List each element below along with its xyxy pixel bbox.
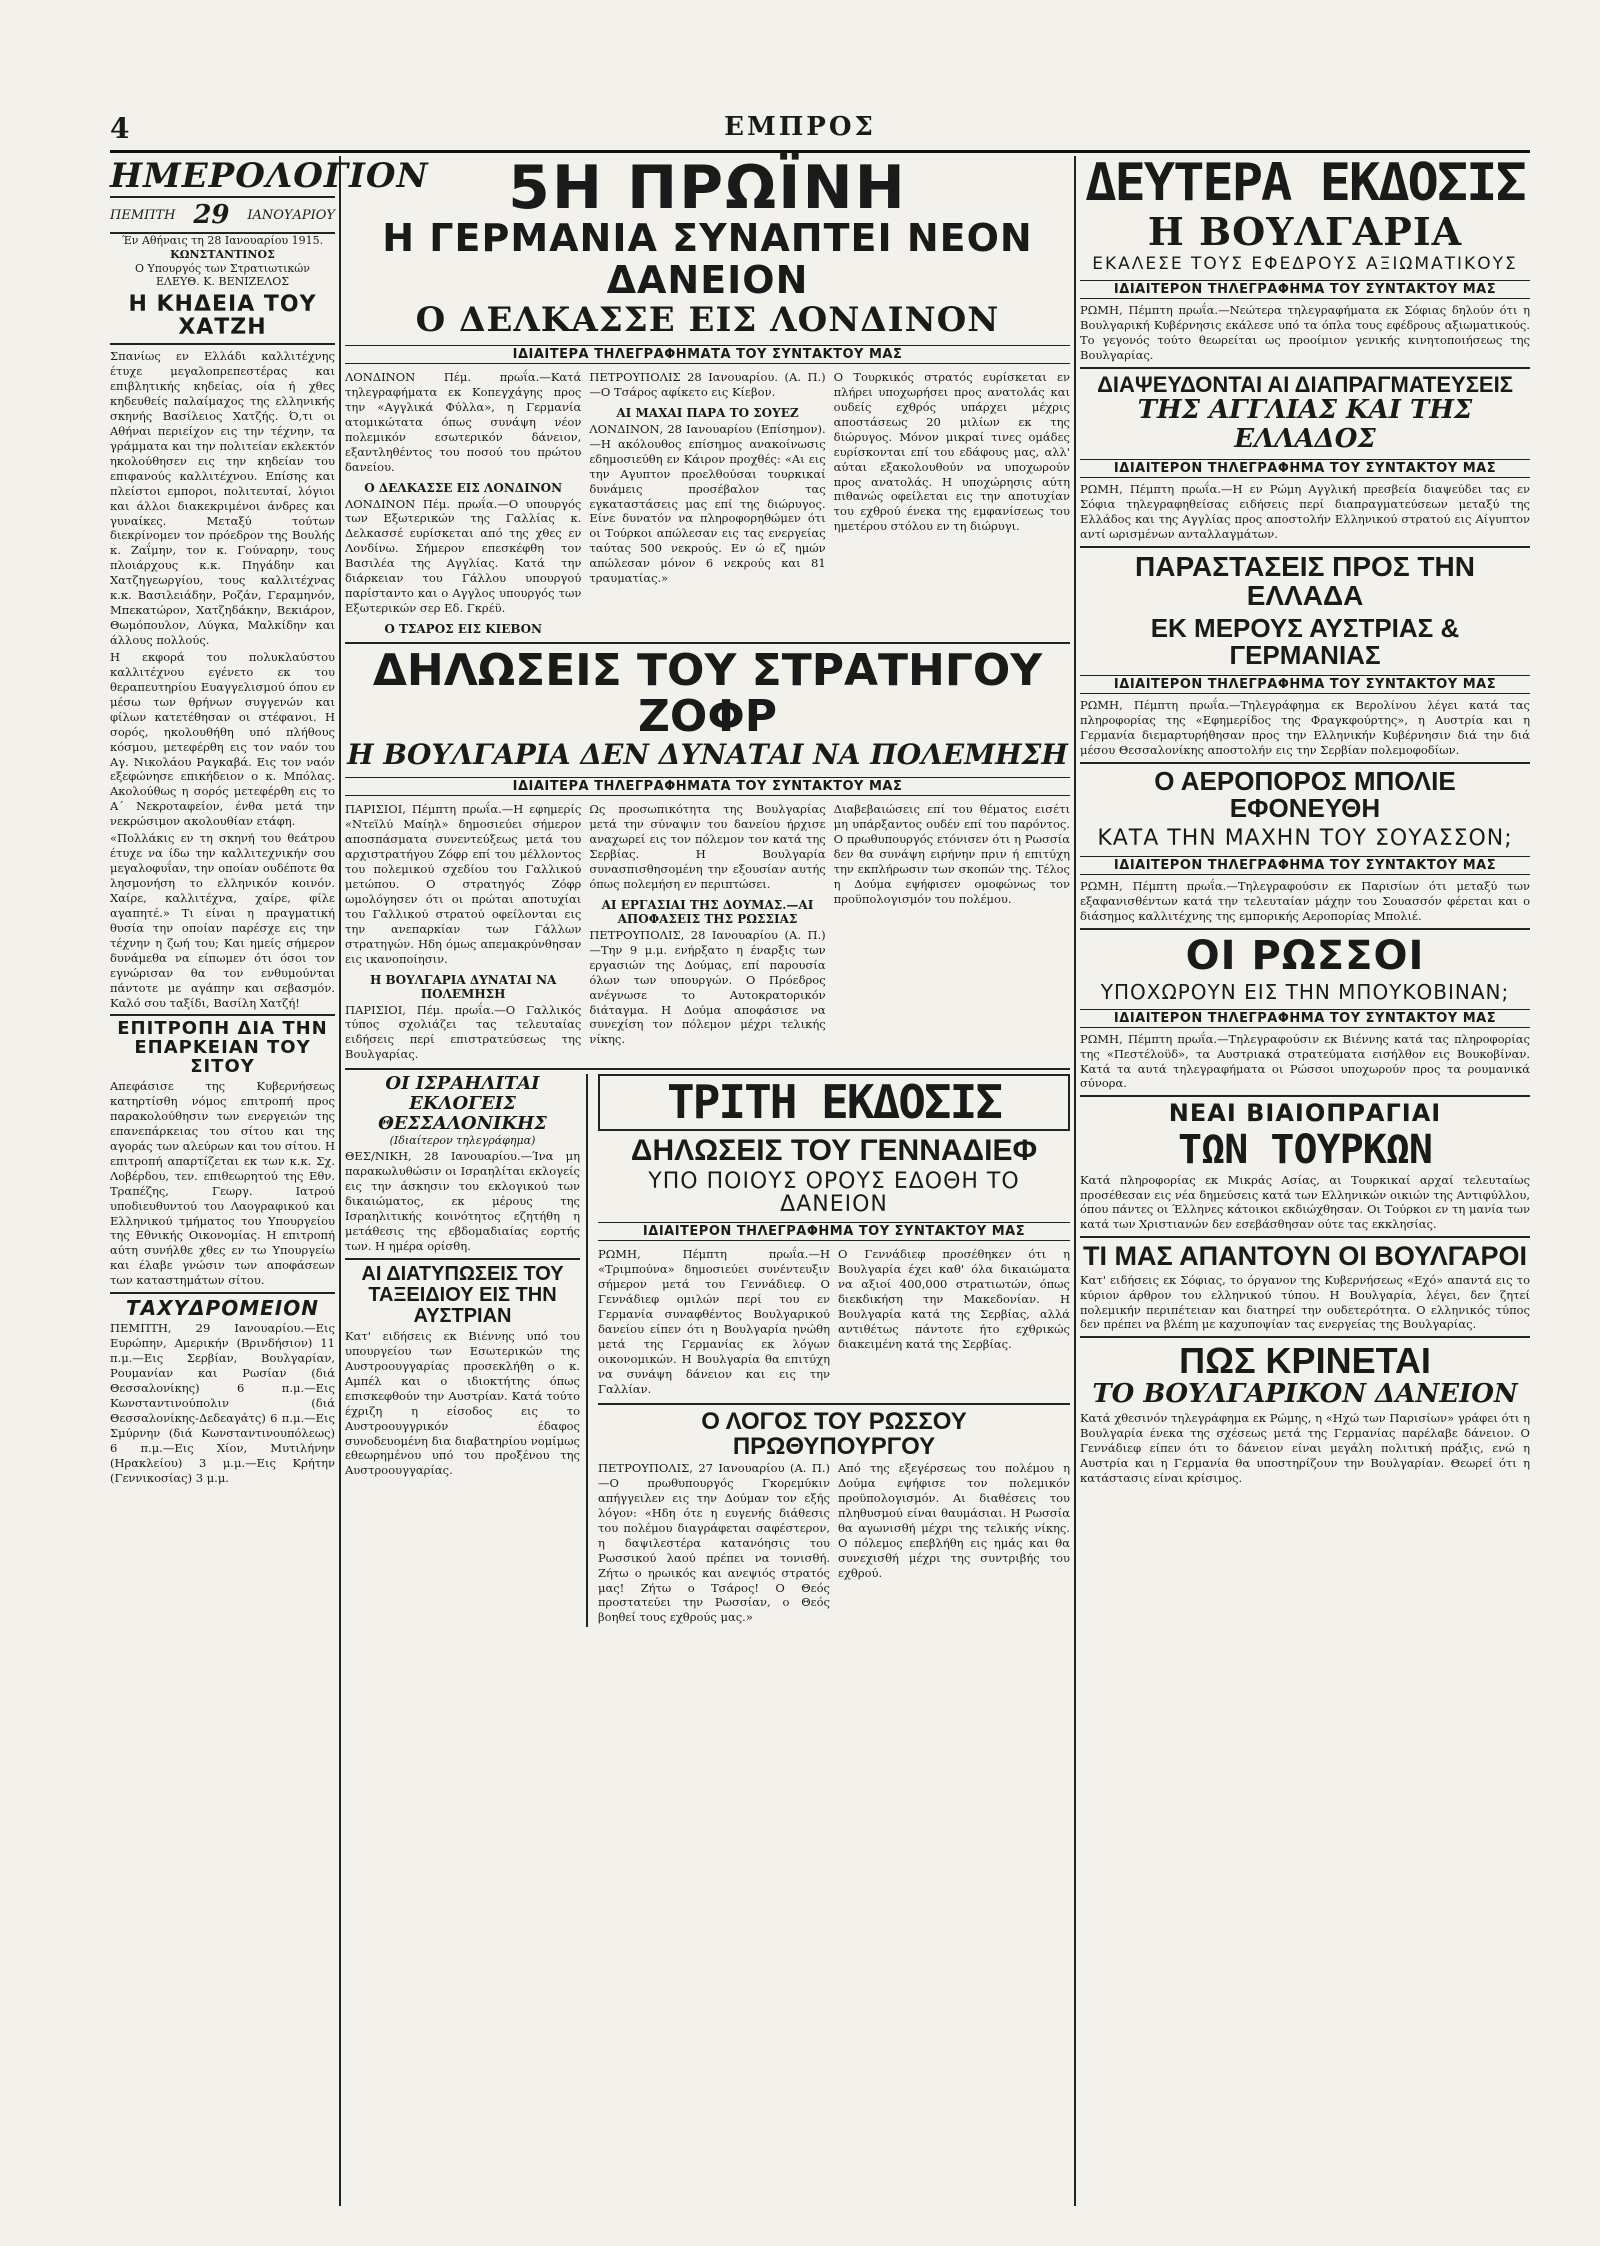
austria-headline: ΑΙ ΔΙΑΤΥΠΩΣΕΙΣ ΤΟΥ ΤΑΞΕΙΔΙΟΥ ΕΙΣ ΤΗΝ ΑΥΣΤΡΙΑΝ [361,1262,564,1327]
story-subhead: Ο ΔΕΛΚΑΣΣΕ ΕΙΣ ΛΟΝΔΙΝΟΝ [364,480,563,495]
divider [110,1014,335,1016]
story-columns [345,368,1070,638]
story-text: Από της εξεγέρσεως του πολέμου η Δούμα εψήφισε τον πολεμικόν προϋπολογισμόν. Αι διαθέσεις του πληθυσμού είναι θαυμάσιαι. Η Ρωσσία θα αγωνισθή μέχρι της τελικής νίκης. Ο πόλεμος επεβλήθη εις ημάς και θα συνεχισθή μέχρι της συντριβής του εχθρού. [838,1461,1070,1580]
aviator-text: ΡΩΜΗ, Πέμπτη πρωΐα.—Τηλεγραφούσιν εκ Παρισίων ότι μεταξύ των εξαφανισθέντων κατά την τελευταίαν μάχην του Σουασσόν φέρεται και ο διάσημος καλλιτέχνης της εμπορικής Αεροπορίας Μπολιέ. [1080,878,1530,923]
meta-line: ΚΩΝΣΤΑΝΤΙΝΟΣ [170,247,275,261]
story-text: Ο Γεννάδιεφ προσέθηκεν ότι η Βουλγαρία έχει καθ' όλα δικαιώματα να αξιοί 400,000 στρατιωτών, όπως διεκδικήση την Μακεδονίαν. Η Βουλγαρία κατά της Σερβίας, αλλά αντιθέτως πάντοτε ήτο εχθρικώς διακειμένη κατά της Σερβίας. [838,1247,1070,1351]
column-divider [1074,156,1076,2206]
russians-sub: ΥΠΟΧΩΡΟΥΝ ΕΙΣ ΤΗΝ ΜΠΟΥΚΟΒΙΝΑΝ; [1100,979,1510,1004]
second-edition-label: ΔΕΥΤΕΡΑ ΕΚΔΟΣΙΣ [1085,153,1525,213]
divider [1080,1236,1530,1238]
russians-text: ΡΩΜΗ, Πέμπτη πρωΐα.—Τηλεγραφούσιν εκ Βιέννης κατά τας πληροφορίας της «Πεστέλοϋδ», τα Αυστριακά στρατεύματα εισήλθον εις Βουκοβίναν. Κατά τα αυτά τηλεγραφήματα οι Ρώσσοι υποχωρούν προς τα ρουμανικά σύνορα. [1080,1031,1530,1091]
divider [1080,1336,1530,1338]
telegrams-label: ΙΔΙΑΙΤΕΡΑ ΤΗΛΕΓΡΑΦΗΜΑΤΑ ΤΟΥ ΣΥΝΤΑΚΤΟΥ ΜΑΣ [345,345,1070,364]
story-text: ΠΕΤΡΟΥΠΟΛΙΣ, 27 Ιανουαρίου (Α. Π.)—Ο πρωθυπουργός Γκορεμύκιν απήγγειλεν εις την Δούμαν τον εξής λόγον: «Ηδη ότε η ευγενής διάθεσις του πολέμου διαγράφεται σαφέστερον, η δαψιλεστέρα κατανόησις του Ρωσσικού λαού πρέπει να τονισθή. Ζήτω ο ηρωικός και ανεψιός στρατός μας! Ζήτω ο Τσάρος! Ο Θεός προστατεύει την Ρωσσίαν, ο Θεός βοηθεί τους εχθρούς μας.» [598,1461,830,1625]
story-subhead: Η ΒΟΥΛΓΑΡΙΑ ΔΥΝΑΤΑΙ ΝΑ ΠΟΛΕΜΗΣΗ [369,972,557,1001]
second-edition-column [1080,153,1530,2206]
funeral-text: «Πολλάκις εν τη σκηνή του θεάτρου έτυχε να ίδω την καλλιτεχνικήν σου μεγαλοφυΐαν, την οποίαν ουδέποτε θα λησμονήση το ελληνικόν κοινόν. Χαίρε, καλλιτέχνα, χαίρε, φίλε αγαπητέ.» Τι είναι η πραγματική θυσία την οποίαν παρέσχε εις την τέχνην η ζωή του; Και ημείς σήμερον δυνάμεθα να είπωμεν ότι όσοι τον εγνώρισαν θα τον ενθυμούνται πάντοτε με αγάπην και σεβασμόν. Καλό σου ταξίδι, Βασίλη Χατζή! [110,831,335,1010]
russian-pm-columns [598,1459,1070,1627]
committee-text: Απεφάσισε της Κυβερνήσεως κατηρτίσθη νόμος επιτροπή προς παρακολούθησιν των ενεργειών της επανεπάρκειας του σίτου και της αγοράς των αλεύρων και του σίτου. Η επιτροπή απαρτίζεται εκ των κ.κ. Σχ. Λοβέρδου, τεν. επιθεωρητού της Εθν. Τραπέζης, Γεωργ. Ιατρού υποδιευθυντού του Λαογραφικού και Ελληνικού τμήματος του Υπουργείου της Εθνικής Οικονομίας. Η επιτροπή αύτη συνήλθε χθες εν τω Υπουργείω και έλαβε γνώσιν των αποφάσεων των καταστημάτων σίτου. [110,1079,335,1288]
funeral-headline: Η ΚΗΔΕΙΑ ΤΟΥ ΧΑΤΖΗ [128,292,317,341]
zof-headline: ΔΗΛΩΣΕΙΣ ΤΟΥ ΣΤΡΑΤΗΓΟΥ ΖΟΦΡ [372,645,1043,743]
story-subhead: ΑΙ ΜΑΧΑΙ ΠΑΡΑ ΤΟ ΣΟΥΕΖ [616,405,799,420]
zof-columns [345,800,1070,1064]
telegram-label: ΙΔΙΑΙΤΕΡΟΝ ΤΗΛΕΓΡΑΦΗΜΑ ΤΟΥ ΣΥΝΤΑΚΤΟΥ ΜΑΣ [1080,459,1530,478]
divider [1080,762,1530,764]
date-line [110,198,335,234]
divider [598,1403,1070,1405]
israelites-sub: (Ιδιαίτερον τηλεγράφημα) [389,1133,536,1147]
telegram-label: ΙΔΙΑΙΤΕΡΟΝ ΤΗΛΕΓΡΑΦΗΜΑ ΤΟΥ ΣΥΝΤΑΚΤΟΥ ΜΑΣ [1080,856,1530,875]
day: ΠΕΜΠΤΗ [110,207,176,223]
funeral-text: Η εκφορά του πολυκλαύστου καλλιτέχνου εγένετο εκ του θεραπευτηρίου Ευαγγελισμού όπου εν μέσω των θρήνων συγγενών και φίλων κατετέθησαν οι στέφανοι. Η σορός, ηκολουθήθη υπό πλήθους κόσμου, μετεφέρθη εις τον ναόν του Αγ. Νικολάου Ραγκαβά. Εις τον ναόν εξεφώνησε επικήδειον ο κ. Μπόλας. Ακολούθως η σορός μετεφέρθη εις το Α΄ Νεκροταφείον, ένθα μετά την νεκρώσιμον ακολουθίαν ετάφη. [110,649,335,829]
denial-headline: ΔΙΑΨΕΥΔΟΝΤΑΙ ΑΙ ΔΙΑΠΡΑΓΜΑΤΕΥΣΕΙΣ [1097,371,1513,397]
paper-name: ΕΜΠΡΟΣ [724,112,876,142]
column-divider [339,156,341,2206]
turks-sub: ΤΩΝ ΤΟΥΡΚΩΝ [1178,1126,1432,1173]
denial-text: ΡΩΜΗ, Πέμπτη πρωΐα.—Η εν Ρώμη Αγγλική πρεσβεία διαψεύδει τας εν Σόφια τηλεγραφηθείσας ειδήσεις περί διαπραγματεύσεων μεταξύ της Ελλάδος και της Αγγλίας προς αποστολήν Ελληνικού στρατού εις Αίγυπτον αντί ωρισμένων ανταλλαγμάτων. [1080,482,1530,542]
story-text: ΛΟΝΔΙΝΟΝ, 28 Ιανουαρίου (Επίσημον).—Η ακόλουθος επίσημος ανακοίνωσις εδημοσιεύθη εν Κάιρον προχθές: «Αι εις την Αγυπτον προελθούσαι τουρκικαί δυνάμεις προσέβαλον τας εγκαταστάσεις μας επί της διώρυγος. Είνε δυνατόν να πληροφορηθώμεν ότι οι Τούρκοι απώλεσαν εις τας ενεργείας ταύτας 500 νεκρούς. Εν ώ εζ ημών απώλεσαν μόνον 6 νεκρούς και 81 τραυματίας.» [589,421,826,586]
sub-headline: Ο ΔΕΛΚΑΣΣΕ ΕΙΣ ΛΟΝΔΙΝΟΝ [415,299,1000,340]
judged-headline: ΠΩΣ ΚΡΙΝΕΤΑΙ [1179,1340,1431,1382]
meta-line: Ο Υπουργός των Στρατιωτικών [135,261,310,275]
divider [1080,928,1530,930]
calendar-title: ΗΜΕΡΟΛΟΓΙΟΝ [110,156,429,196]
telegram-label: ΙΔΙΑΙΤΕΡΟΝ ΤΗΛΕΓΡΑΦΗΜΑ ΤΟΥ ΣΥΝΤΑΚΤΟΥ ΜΑΣ [1080,1009,1530,1028]
genadiev-columns [598,1245,1070,1398]
story-text: Ο Τουρκικός στρατός ευρίσκεται εν πλήρει υποχωρήσει προς ανατολάς και ουδείς εχθρός υπάρχει μέχρις αποστάσεως 20 μιλίων εκ της διώρυγος. Μόνον μικραί τινες ομάδες ευρίσκονται επί του εδάφους μας, αλλ' αύται εξακολουθούν να υποχωρούν προς ανατολάς. Η υποχώρησις αύτη πιθανώς οφείλεται εις την αποτυχίαν του εχθρού ένεκα της εμφανίσεως του ημετέρου στόλου εν τη διώρυγι. [833,369,1070,534]
divider [345,642,1070,644]
divider [345,1068,1070,1070]
lower-section [345,1074,1070,1627]
zof-subheadline: Η ΒΟΥΛΓΑΡΙΑ ΔΕΝ ΔΥΝΑΤΑΙ ΝΑ ΠΟΛΕΜΗΣΗ [347,738,1068,772]
story-text: ΛΟΝΔΙΝΟΝ Πέμ. πρωΐα.—Ο υπουργός των Εξωτερικών της Γαλλίας κ. Δελκασσέ ευρίσκεται από της χθες εν Λονδίνω. Σήμερον επεσκέφθη τον Βασιλέα της Αγγλίας. Κατά την διάρκειαν του Γάλλου υπουργού παρίσταντο και ο Αγγλος υπουργός των Εξωτερικών σερ Εδ. Γκρέϋ. [345,496,582,616]
aviator-headline: Ο ΑΕΡΟΠΟΡΟΣ ΜΠΟΛΙΕ ΕΦΟΝΕΥΘΗ [1154,766,1456,824]
left-subcolumn [345,1074,588,1627]
story-text: ΠΑΡΙΣΙΟΙ, Πέμπτη πρωΐα.—Η εφημερίς «Ντεϊλύ Μαίηλ» δημοσιεύει σήμερον αποσπάσματα συνεντεύξεως μετά του αρχιστρατήγου Ζόφρ επί του μέλλοντος του πολεμικού σχεδίου του Γαλλικού μετώπου. Ο στρατηγός Ζόφρ ωμολόγησεν ότι οι πρώται αποτυχίαι του Γαλλικού στρατού οφείλονται εις την ανεπαρκίαν των Γάλλων στρατηγών. Ηδη όμως απεμακρύνθησαν εις ικανοποίησιν. [345,802,582,966]
story-text: ΡΩΜΗ, Πέμπτη πρωΐα.—Η «Τριμπούνα» δημοσιεύει συνέντευξιν σήμερον μετά του Γεννάδιεφ. Ο Γεννάδιεφ ομιλών περί του εν Γερμανία συναφθέντος Βουλγαρικού δανείου είπεν ότι η Βουλγαρία ηνώθη μετά της Γερμανίας εκ λόγων οικονομικών. Η Βουλγαρία θα επιτύχη να συνάψη δάνειον και εις την Γαλλίαν. [598,1247,830,1396]
meta-line: Έν Αθήναις τη 28 Ιανουαρίου 1915. [121,234,324,247]
divider [1080,1095,1530,1097]
funeral-text: Σπανίως εν Ελλάδι καλλιτέχνης έτυχε μεγαλοπρεπεστέρας και επιβλητικής κηδείας, οία ή χθες κηδευθείς παλαίμαχος της ελληνικής σκηνής Βασίλειος Χατζής. Ό,τι οι Αθήναι περιείχον εις την τέχνην, τα γράμματα και την πολιτείαν εκλεκτόν ηκολούθησεν εις την κηδείαν του επιφανούς καλλιτέχνου. Επίσης και πλείστοι εμποροι, πολιτευταί, λόγιοι και άλλοι διακεκριμένοι άνδρες και γυναίκες. Μεταξύ τούτων διεκρίνομεν τον πρόεδρον της Βουλής κ. Ζαΐμην, τον κ. Γούναρην, τους πλοιάρχους κ.κ. Πηγάδην και Χατζηγεωργίου, τους καλλιτέχνας κ.κ. Βασιλειάδην, Ροζάν, Γεραμηνόν, Μπεκατώρον, Χατζηδάκην, Βεκιάρον, Θωμόπουλον, Λύγκα, Μαλκίδην και άλλους πολλούς. [110,349,335,647]
bulgaria-text: ΡΩΜΗ, Πέμπτη πρωΐα.—Νεώτερα τηλεγραφήματα εκ Σόφιας δηλούν ότι η Βουλγαρική Κυβέρνησις εκάλεσε υπό τα όπλα τους εφέδρους αξιωματικούς. Το γεγονός τούτο θεωρείται ως προοίμιον γενικής κινητοποιήσεως της Βουλγαρίας. [1080,303,1530,363]
genadiev-sub: ΥΠΟ ΠΟΙΟΥΣ ΟΡΟΥΣ ΕΔΟΘΗ ΤΟ ΔΑΝΕΙΟΝ [648,1169,1020,1218]
calendar-column [110,156,429,2206]
judged-sub: ΤΟ ΒΟΥΛΓΑΡΙΚΟΝ ΔΑΝΕΙΟΝ [1092,1379,1518,1410]
masthead [0,0,1600,150]
russian-pm-headline: Ο ΛΟΓΟΣ ΤΟΥ ΡΩΣΣΟΥ ΠΡΩΘΥΠΟΥΡΓΟΥ [701,1407,967,1460]
telegram-label: ΙΔΙΑΙΤΕΡΟΝ ΤΗΛΕΓΡΑΦΗΜΑ ΤΟΥ ΣΥΝΤΑΚΤΟΥ ΜΑΣ [1080,675,1530,694]
answer-headline: ΤΙ ΜΑΣ ΑΠΑΝΤΟΥΝ ΟΙ ΒΟΥΛΓΑΡΟΙ [1082,1241,1528,1272]
story-text: Διαβεβαιώσεις επί του θέματος εισέτι μη υπάρξαντος ουδέν επί του παρόντος. Ο πρωθυπουργός ετόνισεν ότι η Ρωσσία δεν θα συνάψη ειρήνην πριν ή επιτύχη την εκπλήρωσιν των σκοπών της. Τέλος η Δούμα εψήφισεν ομοφώνως τον προϋπολογισμόν του πολέμου. [833,802,1070,906]
divider [1080,367,1530,369]
russians-headline: ΟΙ ΡΩΣΣΟΙ [1185,932,1425,979]
aviator-sub: ΚΑΤΑ ΤΗΝ ΜΑΧΗΝ ΤΟΥ ΣΟΥΑΣΣΟΝ; [1097,825,1513,851]
main-column [345,153,1070,2206]
turks-headline: ΝΕΑΙ ΒΙΑΙΟΠΡΑΓΙΑΙ [1168,1099,1442,1128]
israelites-headline: ΟΙ ΙΣΡΑΗΛΙΤΑΙ ΕΚΛΟΓΕΙΣ ΘΕΣΣΑΛΟΝΙΚΗΣ [378,1073,547,1134]
story-subhead: ΑΙ ΕΡΓΑΣΙΑΙ ΤΗΣ ΔΟΥΜΑΣ.—ΑΙ ΑΠΟΦΑΣΕΙΣ ΤΗΣ ΡΩΣΣΙΑΣ [601,897,814,926]
page-number: 4 [110,112,130,145]
austria-text: Κατ' ειδήσεις εκ Βιέννης υπό του υπουργείου των Εσωτερικών της Αυστροουγγαρίας προσεκλήθη ο κ. Αμπέλ και ο ιδιοκτήτης όπως επισκεφθούν την Αυστρίαν. Κατά τούτο έχριζη η είσοδος εις το Αυστροουγγρικόν έδαφος συνοδευομένη δια διαβατηρίου νομίμως εθεωρημένου υπό του προξένου της Αυστροουγγαρίας. [345,1328,580,1478]
divider [110,1292,335,1294]
telegram-label: ΙΔΙΑΙΤΕΡΟΝ ΤΗΛΕΓΡΑΦΗΜΑ ΤΟΥ ΣΥΝΤΑΚΤΟΥ ΜΑΣ [1080,280,1530,299]
story-text: Ως προσωπικότητα της Βουλγαρίας μετά την σύναψιν του δανείου ήρχισε αναχωρεί εις τον πόλεμον τον κατά της Σερβίας. Η Βουλγαρία συνασπισθησομένη την εξουσίαν αυτής όπως πολεμήση εν περιπτώσει. [589,802,826,891]
main-headline: Η ΓΕΡΜΑΝΙΑ ΣΥΝΑΠΤΕΙ ΝΕΟΝ ΔΑΝΕΙΟΝ [382,216,1033,302]
answer-text: Κατ' ειδήσεις εκ Σόφιας, το όργανον της Κυβερνήσεως «Εχό» απαντά εις το κύριον άρθρον του ελληνικού τύπου. Η Βουλγαρία, λέγει, δεν ζητεί πολεμικήν περιπέτειαν και διατηρεί την ουδετερότητα. Ο ελληνικός τύπος δεν πρέπει να βλέπη με καχυποψίαν τας ενεργείας της Βουλγαρίας. [1080,1272,1530,1332]
decree-meta [110,234,335,289]
divider [1080,546,1530,548]
meta-line: ΕΛΕΥΘ. Κ. ΒΕΝΙΖΕΛΟΣ [156,275,289,289]
genadiev-headline: ΔΗΛΩΣΕΙΣ ΤΟΥ ΓΕΝΝΑΔΙΕΦ [630,1133,1038,1167]
post-text: ΠΕΜΠΤΗ, 29 Ιανουαρίου.—Εις Ευρώπην, Αμερικήν (Βρινδήσιον) 11 π.μ.—Εις Σερβίαν, Βουλγαρίαν, Ρουμανίαν και Ρωσίαν (διά Θεσσαλονίκης) 6 π.μ.—Εις Κωνσταντινούπολιν (διά Θεσσαλονίκης-Δεδεαγάτς) 6 π.μ.—Εις Σμύρνην (διά Κωνσταντινουπόλεως) 6 π.μ.—Εις Χίον, Μυτιλήνην (Ηρακλείου) 3 μ.μ.—Εις Κρήτην (Γεννικοσίας) 3 μ.μ. [110,1321,335,1485]
story-text: ΠΕΤΡΟΥΠΟΛΙΣ, 28 Ιανουαρίου (Α. Π.)—Την 9 μ.μ. ενήρξατο η έναρξις των εργασιών της Δούμας, επί παρουσία όλων των υπουργών. Ο Πρόεδρος ανέγνωσε το Αυτοκρατορικόν διάταγμα. Η Δούμα αποφάσισε να συνεχίση τον πόλεμον μέχρι τελικής νίκης. [589,927,826,1047]
bulgaria-headline: Η ΒΟΥΛΓΑΡΙΑ [1147,208,1463,254]
story-subhead: Ο ΤΣΑΡΟΣ ΕΙΣ ΚΙΕΒΟΝ [384,622,542,637]
representations-headline: ΠΑΡΑΣΤΑΣΕΙΣ ΠΡΟΣ ΤΗΝ ΕΛΛΑΔΑ [1135,551,1475,612]
telegrams-label: ΙΔΙΑΙΤΕΡΑ ΤΗΛΕΓΡΑΦΗΜΑΤΑ ΤΟΥ ΣΥΝΤΑΚΤΟΥ ΜΑΣ [345,777,1070,796]
story-text: ΠΑΡΙΣΙΟΙ, Πέμ. πρωΐα.—Ο Γαλλικός τύπος σχολιάζει τας τελευταίας ειδήσεις περί επιστρατεύσεως της Βουλγαρίας. [345,1002,582,1062]
post-headline: ΤΑΧΥΔΡΟΜΕΙΟΝ [126,1296,319,1321]
story-text: ΠΕΤΡΟΥΠΟΛΙΣ 28 Ιανουαρίου. (Α. Π.)—Ο Τσάρος αφίκετο εις Κίεβον. [589,369,826,399]
judged-text: Κατά χθεσινόν τηλεγράφημα εκ Ρώμης, η «Ηχώ των Παρισίων» γράφει ότι η Βουλγαρία ένεκα της σχέσεως μετά της Γερμανίας παρέλαβε δάνειον. Ο Γεννάδιεφ είπεν ότι το δάνειον είναι μεγάλη πολιτική πράξις, ενώ η Αυστρία και η Γερμανία θα υποστηρίζουν την Βουλγαρίαν. Θεωρεί ότι η κατάστασις είναι κρίσιμος. [1080,1410,1530,1485]
date-number: 29 [193,200,230,230]
story-text: ΛΟΝΔΙΝΟΝ Πέμ. πρωΐα.—Κατά τηλεγραφήματα εκ Κοπεγχάγης προς την «Αγγλικά Φύλλα», η Γερμανία ατομικώτατα όπως συνάψη νέον πολεμικόν εσωτερικόν δάνειον, εξαντληθέντος του ποσού του πρώτου δανείου. [345,369,582,474]
representations-text: ΡΩΜΗ, Πέμπτη πρωΐα.—Τηλεγράφημα εκ Βερολίνου λέγει κατά τας πληροφορίας της «Εφημερίδος της Φραγκφούρτης», η Αυστρία και η Γερμανία διεμαρτυρήθησαν προς την Ελληνικήν Κυβέρνησιν διά την διά μέσου Θεσσαλονίκης αποστολήν εις την Σερβίαν πολεμοφοδίων. [1080,698,1530,758]
month: ΙΑΝΟΥΑΡΙΟΥ [247,207,335,223]
right-subcolumn [598,1074,1070,1627]
representations-sub: ΕΚ ΜΕΡΟΥΣ ΑΥΣΤΡΙΑΣ & ΓΕΡΜΑΝΙΑΣ [1150,612,1460,671]
committee-headline: ΕΠΙΤΡΟΠΗ ΔΙΑ ΤΗΝ ΕΠΑΡΚΕΙΑΝ ΤΟΥ ΣΙΤΟΥ [117,1018,328,1078]
denial-sub: ΤΗΣ ΑΓΓΛΙΑΣ ΚΑΙ ΤΗΣ ΕΛΛΑΔΟΣ [1137,395,1473,454]
divider [110,343,335,345]
third-edition-label: ΤΡΙΤΗ ΕΚΔΟΣΙΣ [598,1074,1070,1130]
telegram-label: ΙΔΙΑΙΤΕΡΟΝ ΤΗΛΕΓΡΑΦΗΜΑ ΤΟΥ ΣΥΝΤΑΚΤΟΥ ΜΑΣ [598,1222,1070,1241]
turks-text: Κατά πληροφορίας εκ Μικράς Ασίας, αι Τουρκικαί αρχαί τελευταίως προσέθεσαν εις νέα δημεύσεις κατά των Ελληνικών οικιών της Αντιφύλλου, όπου πάντες οι Έλληνες κάτοικοι εκδιώχθησαν. Οι Τούρκοι εν τη μανία των κατά των Χριστιανών δεν εσεβάσθησαν ούτε τας εκκλησίας. [1080,1172,1530,1232]
bulgaria-sub: ΕΚΑΛΕΣΕ ΤΟΥΣ ΕΦΕΔΡΟΥΣ ΑΞΙΩΜΑΤΙΚΟΥΣ [1092,254,1518,275]
edition-label: 5Η ΠΡΩΪΝΗ [508,153,907,223]
divider [345,1258,580,1260]
israelites-text: ΘΕΣ/ΝΙΚΗ, 28 Ιανουαρίου.—Ίνα μη παρακωλυθώσιν οι Ισραηλίται εκλογείς εις την άσκησιν του εκλογικού των δικαιώματος, εκ μέρους της Ισραηλιτικής κοινότητος εζητήθη η μετάθεσις της εβδομαδιαίας εορτής των. Η ημέρα ορίσθη. [345,1149,580,1254]
